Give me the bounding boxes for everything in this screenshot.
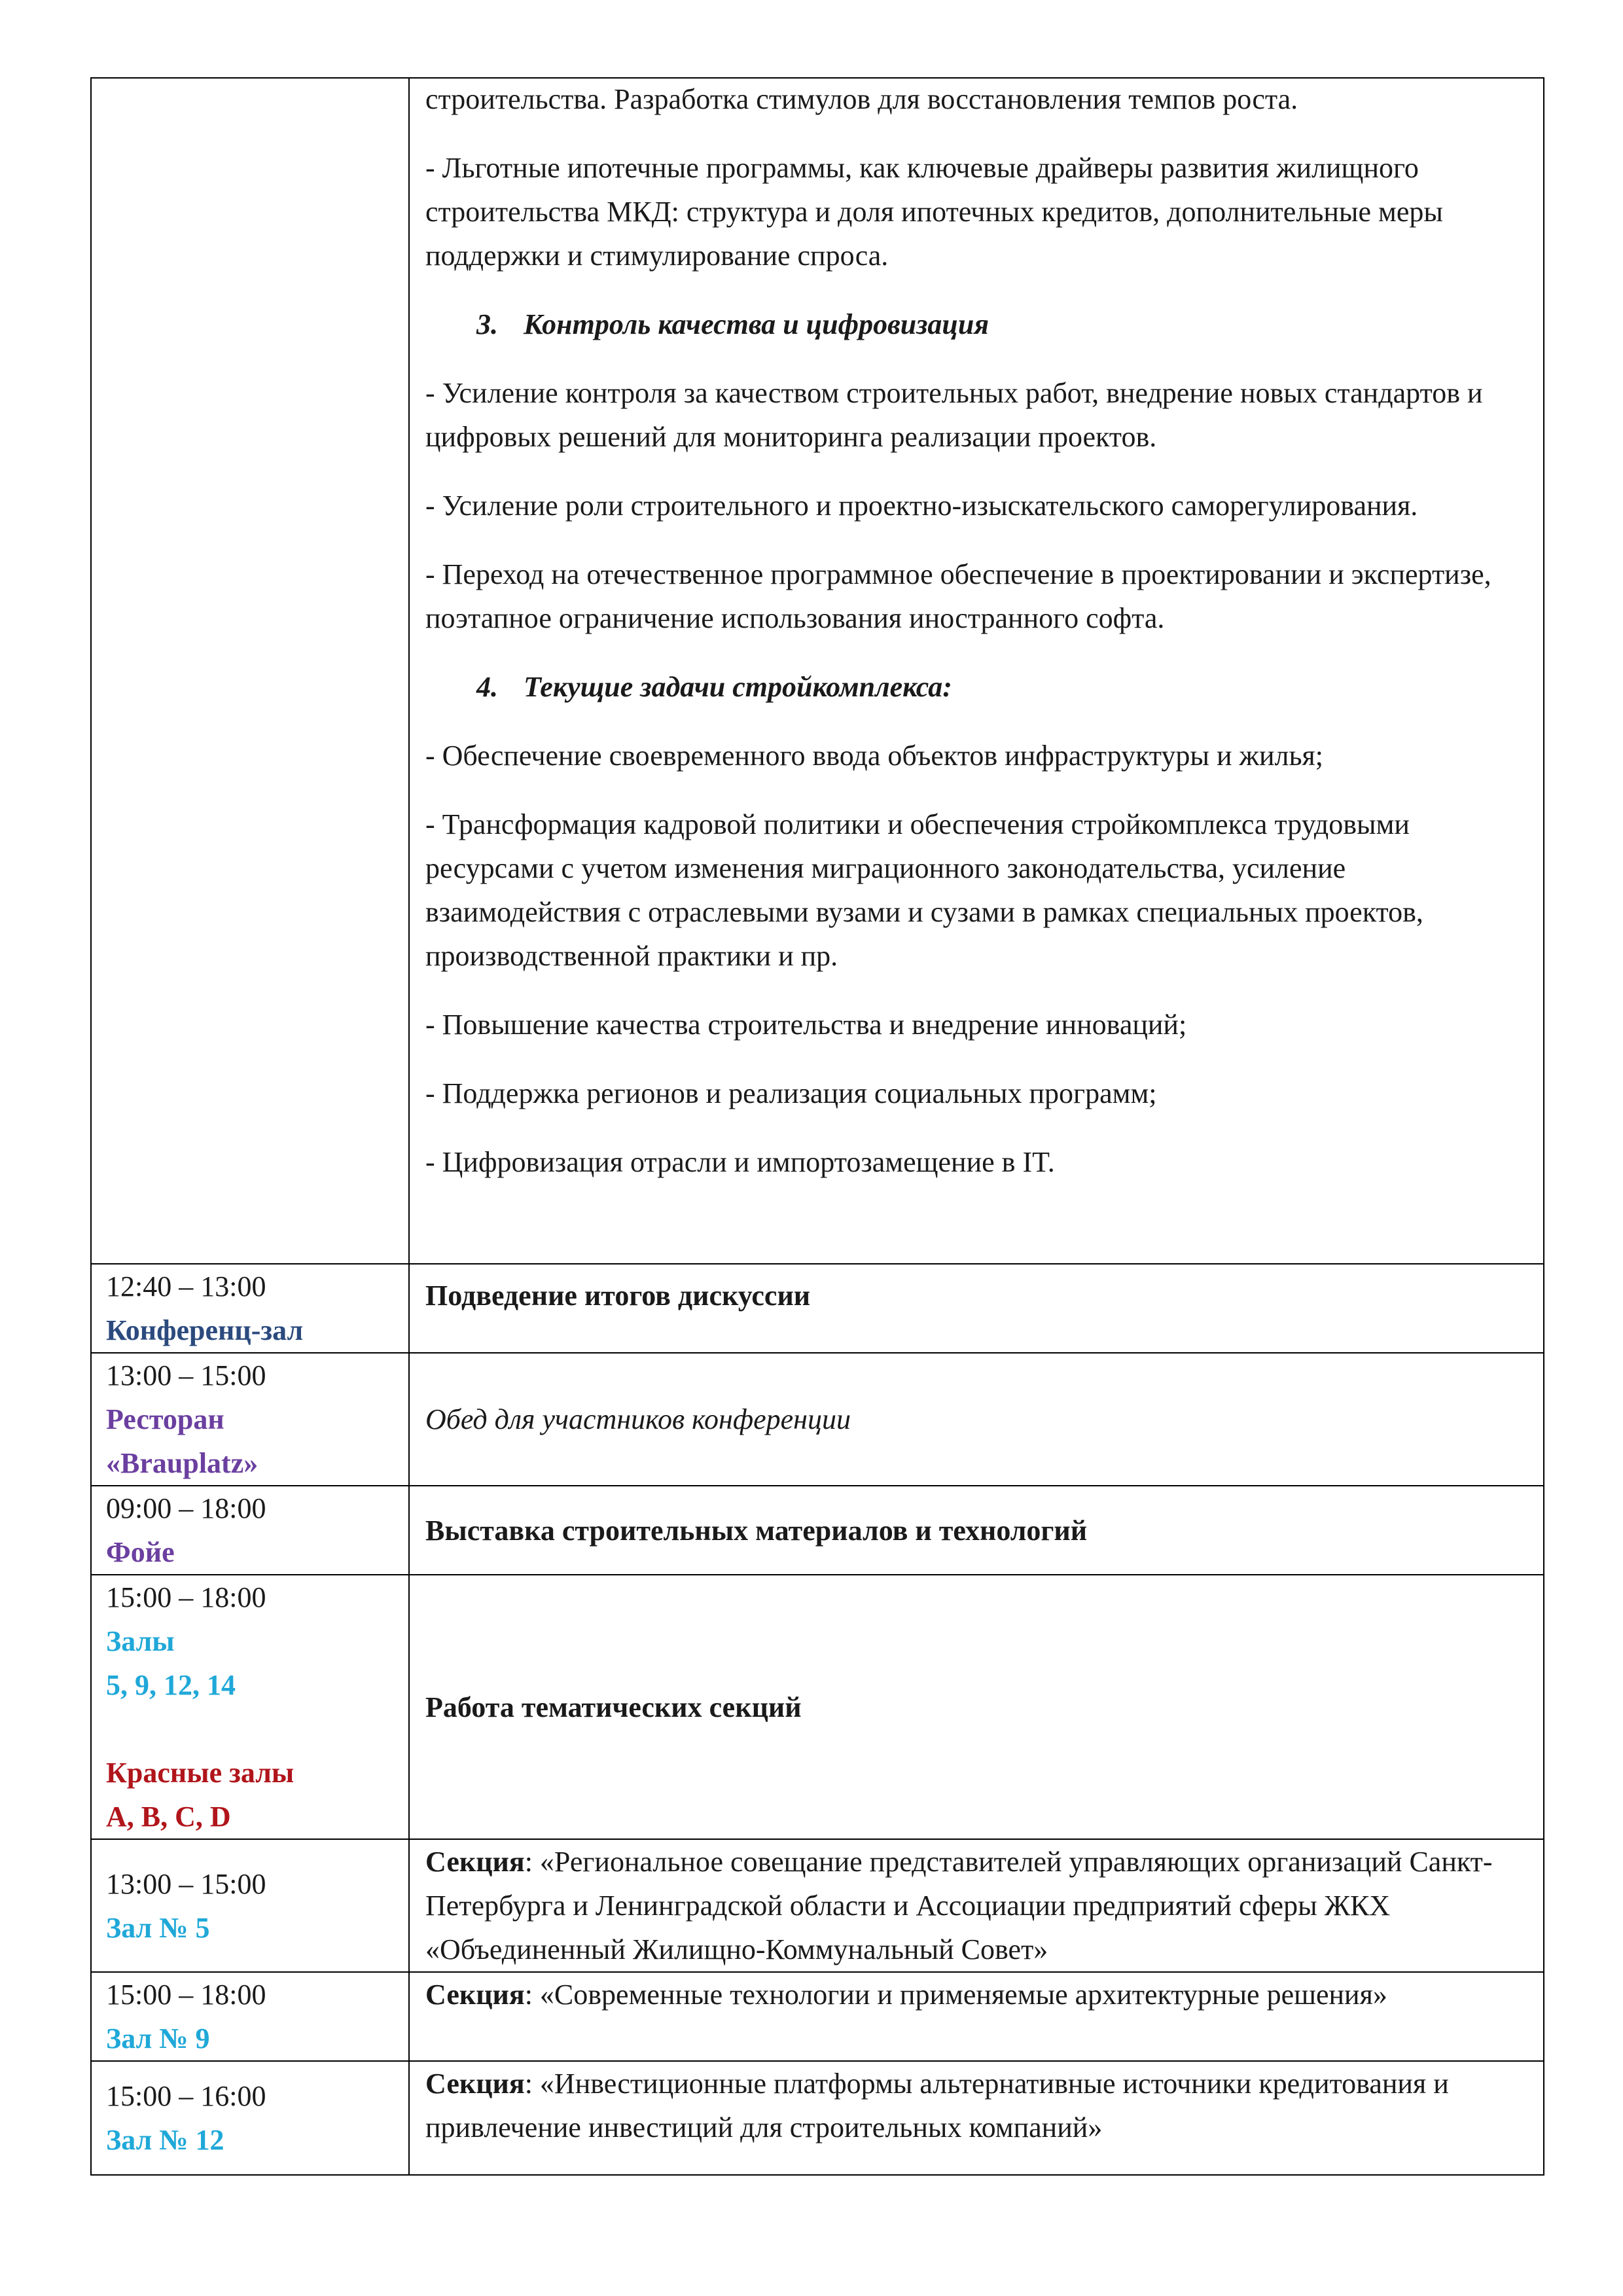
heading-number: 3. [476, 308, 498, 340]
time-range: 13:00 – 15:00 [106, 1867, 266, 1900]
venue-label: Зал № 12 [106, 2124, 224, 2156]
venue-label: Зал № 5 [106, 1911, 210, 1944]
content-cell [409, 78, 1544, 1264]
event-title: Обед для участников конференции [425, 1403, 851, 1435]
time-cell [91, 1972, 409, 2061]
table-row [91, 1972, 1544, 2061]
table-row [91, 2061, 1544, 2175]
paragraph: - Трансформация кадровой политики и обеспечения стройкомплекса трудовыми ресурсами с учетом изменения миграционного законодательства, усиление взаимодействия с отраслевыми вузами и сузами в рамках специальных проектов, производственной практики и пр. [425, 808, 1423, 972]
paragraph: - Усиление роли строительного и проектно-изыскательского саморегулирования. [425, 490, 1418, 522]
event-title: Подведение итогов дискуссии [425, 1280, 811, 1312]
paragraph: - Поддержка регионов и реализация социальных программ; [425, 1077, 1157, 1109]
content-cell [409, 1972, 1544, 2061]
section-description [425, 2062, 1529, 2149]
section-text: : «Региональное совещание представителей управляющих организаций Санкт-Петербурга и Ленинградской области и Ассоциации предприятий сферы ЖКХ «Объединенный Жилищно-Коммунальный Совет» [425, 1846, 1493, 1965]
content-cell [409, 1575, 1544, 1839]
heading-text: Контроль качества и цифровизация [524, 308, 990, 340]
time-range: 09:00 – 18:00 [106, 1492, 266, 1524]
table-row [91, 1839, 1544, 1972]
time-cell [91, 78, 409, 1264]
time-range: 15:00 – 16:00 [106, 2080, 266, 2112]
heading-text: Текущие задачи стройкомплекса: [524, 671, 952, 703]
time-cell [91, 1486, 409, 1575]
venue-label: Залы [106, 1625, 175, 1657]
section-label: Секция [425, 1846, 525, 1878]
time-range: 15:00 – 18:00 [106, 1581, 266, 1613]
section-text: : «Инвестиционные платформы альтернативные источники кредитования и привлечение инвестиций для строительных компаний» [425, 2068, 1449, 2144]
program-table [90, 77, 1544, 2176]
section-heading [425, 665, 1529, 709]
section-description [425, 1973, 1529, 2017]
program-page [90, 77, 1544, 2176]
table-row [91, 78, 1544, 1264]
venue-label: «Brauplatz» [106, 1447, 259, 1479]
section-label: Секция [425, 2068, 525, 2100]
paragraph: - Обеспечение своевременного ввода объектов инфраструктуры и жилья; [425, 740, 1323, 772]
section-text: : «Современные технологии и применяемые архитектурные решения» [524, 1979, 1387, 2011]
section-label: Секция [425, 1979, 525, 2011]
event-title: Выставка строительных материалов и технологий [425, 1514, 1088, 1547]
paragraph: - Льготные ипотечные программы, как ключевые драйверы развития жилищного строительства МКД: структура и доля ипотечных кредитов, дополнительные меры поддержки и стимулирование спроса. [425, 152, 1443, 272]
time-cell [91, 2061, 409, 2175]
venue-label: 5, 9, 12, 14 [106, 1669, 236, 1701]
paragraph: - Усиление контроля за качеством строительных работ, внедрение новых стандартов и цифровых решений для мониторинга реализации проектов. [425, 377, 1483, 453]
venue-label: A, B, C, D [106, 1801, 231, 1833]
time-range: 12:40 – 13:00 [106, 1270, 266, 1302]
time-range: 15:00 – 18:00 [106, 1979, 266, 2011]
section-description [425, 1840, 1529, 1971]
content-cell [409, 1486, 1544, 1575]
paragraph: - Цифровизация отрасли и импортозамещение в IT. [425, 1146, 1055, 1178]
heading-number: 4. [476, 671, 498, 703]
time-cell [91, 1353, 409, 1486]
time-cell [91, 1839, 409, 1972]
time-cell [91, 1264, 409, 1353]
time-cell [91, 1575, 409, 1839]
venue-label: Красные залы [106, 1757, 294, 1789]
event-title: Работа тематических секций [425, 1691, 802, 1723]
table-row [91, 1575, 1544, 1839]
paragraph: строительства. Разработка стимулов для восстановления темпов роста. [425, 83, 1298, 115]
content-cell [409, 1264, 1544, 1353]
section-heading [425, 302, 1529, 346]
content-cell [409, 1839, 1544, 1972]
venue-label: Фойе [106, 1536, 175, 1568]
time-range: 13:00 – 15:00 [106, 1359, 266, 1391]
venue-label: Ресторан [106, 1403, 224, 1435]
table-row [91, 1264, 1544, 1353]
paragraph: - Повышение качества строительства и внедрение инноваций; [425, 1009, 1187, 1041]
venue-label: Конференц-зал [106, 1314, 304, 1346]
content-cell [409, 1353, 1544, 1486]
table-row [91, 1353, 1544, 1486]
content-cell [409, 2061, 1544, 2175]
paragraph: - Переход на отечественное программное обеспечение в проектировании и экспертизе, поэтапное ограничение использования иностранного софта. [425, 558, 1491, 634]
table-row [91, 1486, 1544, 1575]
venue-label: Зал № 9 [106, 2022, 210, 2054]
